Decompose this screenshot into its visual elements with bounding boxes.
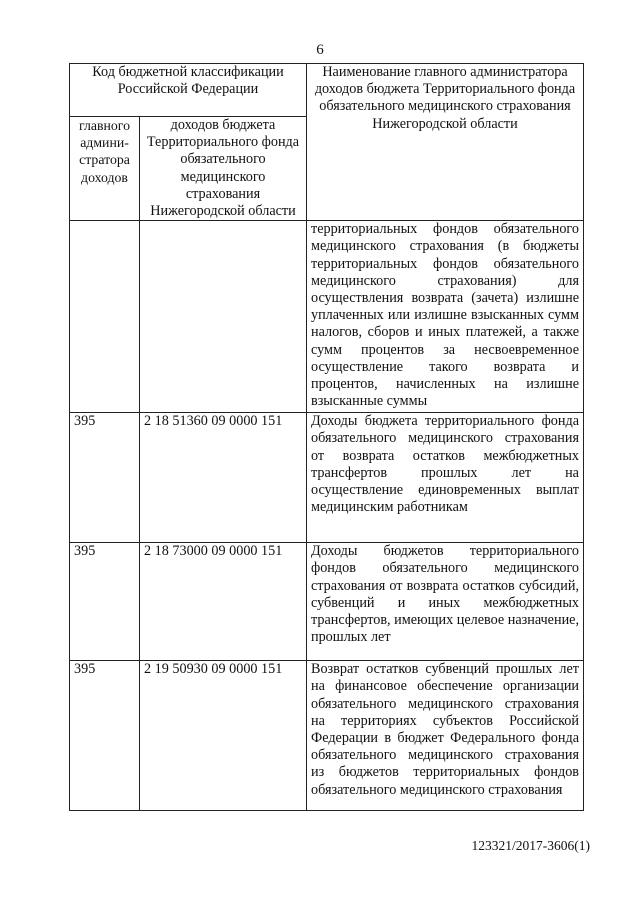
budget-classification-table	[69, 63, 584, 811]
kbk-code-cell: 2 18 51360 09 0000 151	[140, 413, 307, 543]
table-row	[70, 221, 584, 413]
table-row	[70, 661, 584, 811]
table-header-row	[70, 64, 584, 117]
income-name-cell: территориальных фондов обязательного медицинского страхования (в бюджеты территориальных фондов обязательного медицинского страхования) для осуществления возврата (зачета) излишне уплаченных или излишне взысканных сумм налогов, сборов и иных платежей, а также сумм процентов за несвоевременное осуществление такого возврата и процентов, начисленных на излишне взысканные суммы	[307, 221, 584, 413]
header-admin-name: Наименование главного администратора доходов бюджета Территориального фонда обязательного медицинского страхования Нижегородской области	[307, 64, 584, 221]
admin-code-cell: 395	[70, 413, 140, 543]
admin-code-cell: 395	[70, 543, 140, 661]
header-kbk-group: Код бюджетной классификации Российской Федерации	[70, 64, 307, 117]
page-number: 6	[316, 42, 324, 58]
kbk-code-cell: 2 19 50930 09 0000 151	[140, 661, 307, 811]
income-name-cell: Доходы бюджета территориального фонда обязательного медицинского страхования от возврата остатков межбюджетных трансфертов прошлых лет на осуществление единовременных выплат медицинским работникам	[307, 413, 584, 543]
admin-code-cell	[70, 221, 140, 413]
income-name-cell: Возврат остатков субвенций прошлых лет на финансовое обеспечение организации обязательного медицинского страхования на территориях субъектов Российской Федерации в бюджет Федерального фонда обязательного медицинского страхования из бюджетов территориальных фондов обязательного медицинского страхования	[307, 661, 584, 811]
kbk-code-cell	[140, 221, 307, 413]
income-name-cell: Доходы бюджетов территориального фондов обязательного медицинского страхования от возврата остатков субсидий, субвенций и иных межбюджетных трансфертов, имеющих целевое назначение, прошлых лет	[307, 543, 584, 661]
admin-code-cell: 395	[70, 661, 140, 811]
header-main-admin: главного админи-стратора доходов	[70, 117, 140, 221]
document-number: 123321/2017-3606(1)	[471, 838, 590, 853]
kbk-code-cell: 2 18 73000 09 0000 151	[140, 543, 307, 661]
header-income-code: доходов бюджета Территориального фонда обязательного медицинского страхования Нижегородской области	[140, 117, 307, 221]
table-row	[70, 543, 584, 661]
table-row	[70, 413, 584, 543]
